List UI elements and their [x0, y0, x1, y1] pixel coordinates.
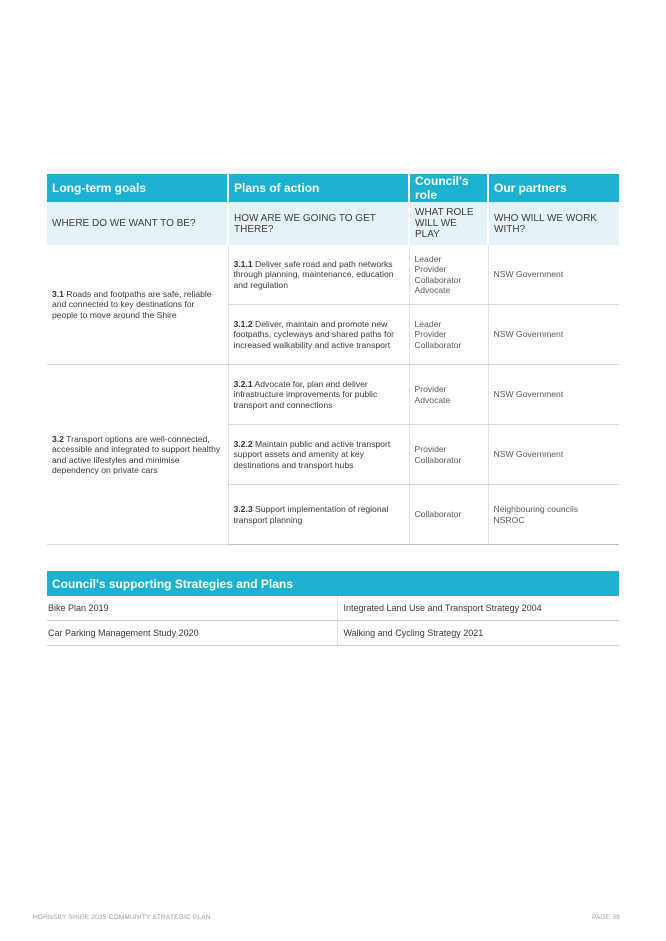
- role-item: Advocate: [414, 285, 451, 295]
- table-row: [47, 245, 619, 305]
- plan-number: 3.2.1: [233, 378, 253, 389]
- strategic-plan-table: [47, 174, 619, 545]
- goal-number: 3.1: [52, 288, 64, 299]
- role-item: Collaborator: [414, 509, 462, 520]
- role-item: Leader: [414, 318, 442, 329]
- partner-cell: [488, 425, 619, 485]
- plan-cell: [228, 305, 409, 365]
- partner-cell: [488, 245, 619, 305]
- strategy-item: Integrated Land Use and Transport Strategy 2004: [337, 596, 619, 621]
- strategies-title: Council's supporting Strategies and Plans: [52, 576, 293, 591]
- strategy-item: Bike Plan 2019: [47, 596, 337, 621]
- role-item: Provider: [414, 444, 447, 454]
- plan-number: 3.2.3: [233, 504, 253, 514]
- plan-text: Support implementation of regional transport planning: [233, 504, 389, 525]
- plan-cell: [228, 365, 409, 425]
- role-item: Provider: [414, 264, 447, 274]
- question-goals: WHERE DO WE WANT TO BE?: [47, 202, 228, 245]
- question-role: WHAT ROLE WILL WE PLAY: [409, 202, 488, 245]
- page-number: PAGE 39: [591, 914, 620, 921]
- role-cell: [409, 365, 488, 425]
- footer-title: HORNSBY SHIRE 2035 COMMUNITY STRATEGIC PLAN: [33, 914, 211, 921]
- goal-cell: [47, 245, 228, 365]
- plan-number: 3.1.2: [233, 318, 253, 329]
- goal-number: 3.2: [52, 433, 64, 444]
- partner-item: Neighbouring councils: [493, 504, 579, 514]
- header-partners: Our partners: [494, 181, 567, 195]
- partner-cell: [488, 305, 619, 365]
- table-row: [47, 365, 619, 425]
- strategy-item: Walking and Cycling Strategy 2021: [337, 621, 619, 646]
- plan-cell: [228, 425, 409, 485]
- question-partners: WHO WILL WE WORK WITH?: [494, 212, 597, 235]
- role-item: Collaborator: [414, 339, 462, 350]
- table-row: [47, 596, 619, 621]
- plan-text: Maintain public and active transport support assets and amenity at key destinations and transport hubs: [233, 438, 391, 470]
- plan-text: Deliver, maintain and promote new footpaths, cycleways and shared paths for increased walkability and active transport: [233, 318, 395, 350]
- plan-cell: [228, 485, 409, 545]
- table-header-row: [47, 174, 619, 202]
- header-goals: Long-term goals: [47, 174, 228, 202]
- role-cell: [409, 485, 488, 545]
- role-item: Provider: [414, 329, 447, 340]
- role-item: Collaborator: [414, 454, 462, 465]
- partner-item: NSROC: [493, 514, 525, 525]
- role-item: Leader: [414, 253, 442, 264]
- role-item: Provider: [414, 384, 447, 394]
- question-row: [47, 202, 619, 245]
- header-role: Council's role: [409, 174, 488, 202]
- goal-text: Roads and footpaths are safe, reliable and connected to key destinations for people to move around the Shire: [52, 288, 212, 320]
- plan-text: Deliver safe road and path networks through planning, maintenance, education and regulation: [233, 258, 394, 290]
- strategy-item: Car Parking Management Study 2020: [47, 621, 337, 646]
- partner-item: NSW Government: [493, 449, 564, 460]
- partner-item: NSW Government: [493, 329, 564, 340]
- role-cell: [409, 305, 488, 365]
- role-item: Advocate: [414, 394, 451, 405]
- plan-number: 3.1.1: [233, 258, 253, 269]
- strategies-table: [47, 571, 619, 646]
- role-cell: [409, 425, 488, 485]
- plan-cell: [228, 245, 409, 305]
- partner-item: NSW Government: [493, 389, 564, 400]
- partner-cell: [488, 365, 619, 425]
- role-cell: [409, 245, 488, 305]
- strategies-header-row: [47, 571, 619, 596]
- partner-cell: [488, 485, 619, 545]
- header-plans: Plans of action: [228, 174, 409, 202]
- table-row: [47, 621, 619, 646]
- goal-text: Transport options are well-connected, accessible and integrated to support healthy and active lifestyles and minimise dependency on private cars: [52, 433, 221, 475]
- question-plans: HOW ARE WE GOING TO GET THERE?: [228, 202, 409, 245]
- plan-text: Advocate for, plan and deliver infrastructure improvements for public transport and connections: [233, 378, 378, 410]
- plan-number: 3.2.2: [233, 438, 253, 449]
- goal-cell: [47, 365, 228, 545]
- partner-item: NSW Government: [493, 269, 564, 280]
- role-item: Collaborator: [414, 274, 462, 285]
